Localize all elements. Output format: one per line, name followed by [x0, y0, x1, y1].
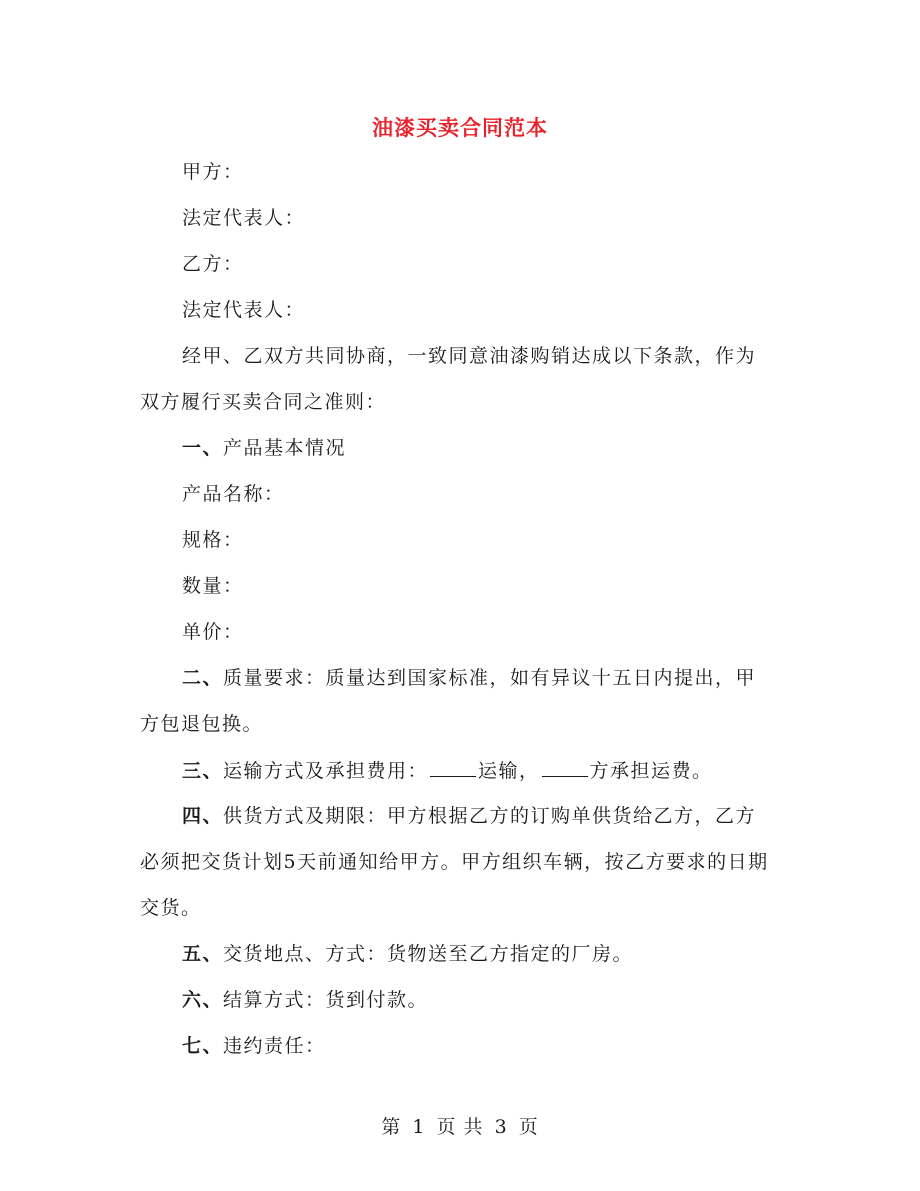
section-3-text-1: 运输方式及承担费用：: [223, 760, 429, 782]
section-7-text: 违约责任：: [223, 1035, 326, 1057]
party-b-line: 乙方：: [182, 253, 244, 275]
section-6-text: 结算方式：货到付款。: [223, 989, 429, 1011]
page-footer: [0, 1112, 920, 1139]
section-5-text: 交货地点、方式：货物送至乙方指定的厂房。: [223, 943, 634, 965]
section-3-text-2: 运输，: [478, 760, 540, 782]
section-2-line-2: 方包退包换。: [140, 713, 264, 735]
document-title: 油漆买卖合同范本: [372, 115, 548, 140]
footer-page-number: 1: [412, 1116, 426, 1138]
section-3-text-3: 方承担运费。: [589, 760, 713, 782]
intro-line-1: 经甲、乙双方共同协商，一致同意油漆购销达成以下条款，作为: [182, 345, 757, 367]
section-7-line: [182, 1034, 326, 1058]
section-2-text-1: 质量要求：质量达到国家标准，如有异议十五日内提出，甲: [223, 667, 757, 689]
product-name-line: 产品名称：: [182, 483, 285, 505]
party-b-rep-line: 法定代表人：: [182, 299, 306, 321]
section-1-title: 产品基本情况: [223, 437, 347, 459]
footer-prefix: 第: [381, 1116, 402, 1138]
section-1-heading: 一、: [182, 437, 224, 459]
footer-middle: 页 共: [436, 1116, 484, 1138]
section-5-line: [182, 942, 633, 966]
section-4-text-1: 供货方式及期限：甲方根据乙方的订购单供货给乙方，乙方: [223, 805, 757, 827]
transport-mode-blank: [430, 758, 476, 777]
section-4-line-1: [182, 804, 756, 828]
section-4-line-3: 交货。: [140, 897, 202, 919]
section-4-line-2: 必须把交货计划5天前通知给甲方。甲方组织车辆，按乙方要求的日期: [140, 851, 769, 873]
footer-suffix: 页: [518, 1116, 539, 1138]
section-6-heading: 六、: [182, 989, 224, 1011]
unit-price-line: 单价：: [182, 621, 244, 643]
section-4-heading: 四、: [182, 805, 224, 827]
section-2-line-1: [182, 666, 756, 690]
section-7-heading: 七、: [182, 1035, 224, 1057]
section-6-line: [182, 988, 428, 1012]
quantity-line: 数量：: [182, 575, 244, 597]
spec-line: 规格：: [182, 529, 244, 551]
section-3-heading: 三、: [182, 760, 224, 782]
section-1-line: [182, 436, 346, 460]
intro-line-2: 双方履行买卖合同之准则：: [140, 391, 387, 413]
section-3-line: [182, 758, 713, 783]
section-2-heading: 二、: [182, 667, 224, 689]
section-5-heading: 五、: [182, 943, 224, 965]
freight-party-blank: [542, 758, 588, 777]
party-a-line: 甲方：: [182, 161, 244, 183]
party-a-rep-line: 法定代表人：: [182, 207, 306, 229]
footer-total-pages: 3: [494, 1116, 508, 1138]
